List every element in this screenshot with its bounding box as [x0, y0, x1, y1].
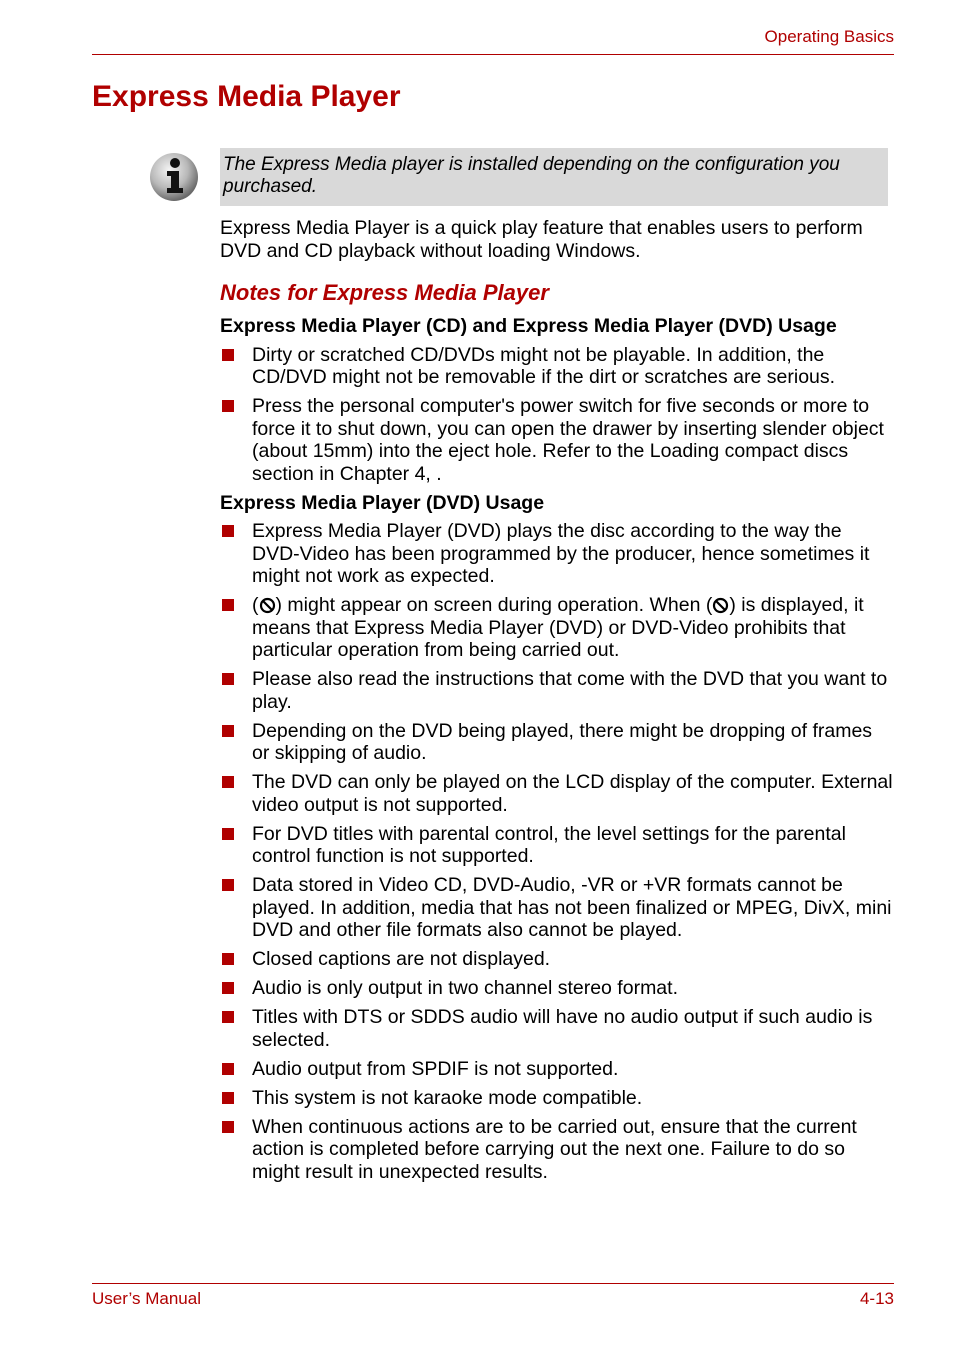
list-item: Closed captions are not displayed.: [220, 948, 894, 971]
bullet-square-icon: [222, 673, 234, 685]
running-header: Operating Basics: [764, 27, 894, 46]
bullet-square-icon: [222, 1063, 234, 1075]
bullet-square-icon: [222, 828, 234, 840]
bullet-square-icon: [222, 349, 234, 361]
prohibit-icon: [259, 597, 276, 614]
bullet-list-dvd: [220, 520, 894, 1183]
section-title-dvd: Express Media Player (DVD) Usage: [220, 491, 545, 514]
list-item: Audio output from SPDIF is not supported.: [220, 1058, 894, 1081]
bullet-square-icon: [222, 953, 234, 965]
bullet-square-icon: [222, 982, 234, 994]
notes-subheading: Notes for Express Media Player: [220, 280, 549, 305]
note-box: [220, 148, 888, 206]
list-item: Please also read the instructions that come with the DVD that you want to play.: [220, 668, 894, 713]
list-item-prohibit: ( ) might appear on screen during operation. When ( ) is displayed, it means that Express Media Player (DVD) or DVD-Video prohibits that particular operation from being carried out.: [220, 594, 894, 662]
bullet-square-icon: [222, 879, 234, 891]
list-item: Data stored in Video CD, DVD-Audio, -VR or +VR formats cannot be played. In addition, media that has not been finalized or MPEG, DivX, mini DVD and other file formats also cannot be played.: [220, 874, 894, 942]
prohibit-icon: [712, 597, 729, 614]
bullet-square-icon: [222, 1011, 234, 1023]
bullet-square-icon: [222, 1092, 234, 1104]
list-item: Dirty or scratched CD/DVDs might not be playable. In addition, the CD/DVD might not be removable if the dirt or scratches are serious.: [220, 344, 894, 389]
info-icon: [148, 150, 202, 204]
footer-rule: [92, 1283, 894, 1284]
intro-paragraph: Express Media Player is a quick play feature that enables users to perform DVD and CD playback without loading Windows.: [220, 217, 863, 262]
main-content: [220, 217, 894, 1190]
page-number: 4-13: [859, 1289, 894, 1308]
list-item: The DVD can only be played on the LCD display of the computer. External video output is not supported.: [220, 771, 894, 816]
bullet-list-cd-dvd: [220, 344, 894, 486]
bullet-square-icon: [222, 776, 234, 788]
section-title-cd-dvd: Express Media Player (CD) and Express Media Player (DVD) Usage: [220, 315, 837, 337]
page-title: Express Media Player: [92, 80, 401, 113]
list-item: Depending on the DVD being played, there might be dropping of frames or skipping of audio.: [220, 720, 894, 765]
list-item: When continuous actions are to be carried out, ensure that the current action is completed before carrying out the next one. Failure to do so might result in unexpected results.: [220, 1116, 894, 1184]
list-item: Audio is only output in two channel stereo format.: [220, 977, 894, 1000]
list-item: Express Media Player (DVD) plays the disc according to the way the DVD-Video has been programmed by the producer, hence sometimes it might not work as expected.: [220, 520, 894, 588]
list-item: Press the personal computer's power switch for five seconds or more to force it to shut down, you can open the drawer by inserting slender object (about 15mm) into the eject hole. Refer to the Loading compact discs section in Chapter 4, .: [220, 395, 894, 485]
list-item: Titles with DTS or SDDS audio will have no audio output if such audio is selected.: [220, 1006, 894, 1051]
note-text: The Express Media player is installed depending on the configuration you purchased.: [223, 154, 840, 197]
bullet-square-icon: [222, 725, 234, 737]
bullet-square-icon: [222, 525, 234, 537]
footer-manual-label: User’s Manual: [92, 1289, 201, 1308]
list-item: This system is not karaoke mode compatible.: [220, 1087, 894, 1110]
list-item: For DVD titles with parental control, the level settings for the parental control function is not supported.: [220, 823, 894, 868]
bullet-square-icon: [222, 400, 234, 412]
bullet-square-icon: [222, 1121, 234, 1133]
header-rule: [92, 54, 894, 55]
bullet-square-icon: [222, 599, 234, 611]
